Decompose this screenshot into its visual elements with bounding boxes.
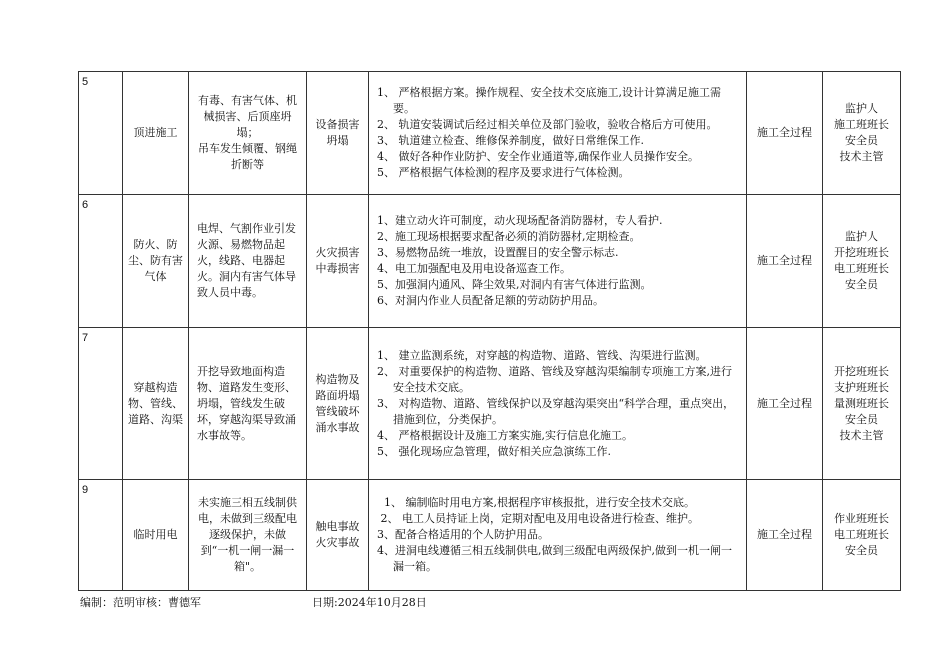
responsible-person: 监护人 — [845, 102, 878, 115]
measure-item: 2、 对重要保护的构造物、道路、管线及穿越沟渠编制专项施工方案,进行安全技术交底。 — [377, 364, 732, 394]
stage-cell: 施工全过程 — [747, 72, 823, 195]
accident-cell — [307, 195, 369, 328]
accident-text: 触电事故 火灾事故 — [315, 520, 360, 549]
measure-item: 4、 做好各种作业防护、安全作业通道等,确保作业人员操作安全。 — [377, 150, 699, 163]
measure-item: 1、 建立监测系统，对穿越的构造物、道路、管线、沟渠进行监测。 — [377, 348, 707, 362]
accident-cell: 构造物及路面坍塌管线破坏涌水事故 — [307, 328, 369, 480]
measures-list — [377, 495, 742, 575]
hazard-cell: 未实施三相五线制供电，未做到三级配电逐级保护，未做到“一机一闸一漏一箱"。 — [189, 480, 307, 591]
measure-item: 5、 严格根据气体检测的程序及要求进行气体检测。 — [377, 166, 630, 179]
responsible-person: 电工班班长 — [834, 528, 889, 541]
measure-item: 5、 强化现场应急管理，做好相关应急演练工作. — [377, 444, 611, 458]
responsible-person: 安全员 — [845, 134, 878, 147]
hazard-cell — [189, 72, 307, 195]
hazard-cell: 电焊、气割作业引发火源、易燃物品起火，线路、电器起火。洞内有害气体导致人员中毒。 — [189, 195, 307, 328]
stage-cell: 施工全过程 — [747, 195, 823, 328]
table-row — [79, 328, 901, 480]
responsible-person: 安全员 — [845, 544, 878, 557]
measure-item: 1、 编制临时用电方案,根据程序审核报批，进行安全技术交底。 — [377, 496, 695, 509]
table-row — [79, 480, 901, 591]
table-row — [79, 195, 901, 328]
responsible-person: 安全员 — [845, 412, 878, 426]
hazard-cell: 开挖导致地面构造物、道路发生变形、坍塌，管线发生破坏，穿越沟渠导致涌水事故等。 — [189, 328, 307, 480]
responsible-person: 开挖班班长 — [834, 364, 889, 378]
accident-cell — [307, 480, 369, 591]
responsible-person: 监护人 — [845, 230, 878, 243]
row-number: 7 — [79, 328, 123, 480]
row-number: 5 — [79, 72, 123, 195]
footer-date: 日期:2024年10月28日 — [312, 596, 427, 609]
responsible-person: 开挖班班长 — [834, 246, 889, 259]
measure-item: 3、易燃物品统一堆放，设置醒目的安全警示标志. — [377, 246, 619, 259]
measure-item: 2、 轨道安装调试后经过相关单位及部门验收，验收合格后方可使用。 — [377, 118, 718, 131]
accident-text: 火灾损害 中毒损害 — [315, 246, 360, 275]
responsible-cell — [823, 480, 901, 591]
responsible-person: 安全员 — [845, 278, 878, 291]
footer-signatures: 编制：范明审核：曹德军 — [80, 596, 201, 609]
measure-item: 1、 严格根据方案。操作规程、安全技术交底施工,设计计算满足施工需要。 — [377, 86, 721, 115]
measure-item: 6、对洞内作业人员配备足额的劳动防护用品。 — [377, 294, 604, 307]
measures-list — [377, 85, 742, 181]
responsible-person: 技术主管 — [839, 428, 884, 442]
accident-cell — [307, 72, 369, 195]
responsible-person: 量测班班长 — [834, 396, 889, 410]
table-row — [79, 72, 901, 195]
measure-item: 1、建立动火许可制度，动火现场配备消防器材，专人看护. — [377, 214, 663, 227]
responsible-person: 支护班班长 — [834, 380, 889, 394]
process-cell: 临时用电 — [123, 480, 189, 591]
hazard-table — [78, 71, 901, 591]
measure-item: 4、电工加强配电及用电设备巡查工作。 — [377, 262, 571, 275]
measures-list — [377, 213, 742, 309]
row-number: 9 — [79, 480, 123, 591]
responsible-cell — [823, 328, 901, 480]
measures-cell — [369, 72, 747, 195]
measure-item: 3、 轨道建立检查、维修保养制度，做好日常维保工作. — [377, 134, 644, 147]
measure-item: 2、施工现场根据要求配备必须的消防器材,定期检查。 — [377, 230, 641, 243]
measure-item: 4、进洞电线遵循三相五线制供电,做到三级配电两级保护,做到一机一闸一漏一箱。 — [377, 544, 732, 573]
measure-item: 5、加强洞内通风、降尘效果,对洞内有害气体进行监测。 — [377, 278, 652, 291]
responsible-cell — [823, 195, 901, 328]
process-cell: 穿越构造物、管线、道路、沟渠 — [123, 328, 189, 480]
measure-item: 4、 严格根据设计及施工方案实施,实行信息化施工。 — [377, 428, 633, 442]
measure-item: 3、配备合格适用的个人防护用品。 — [377, 528, 549, 541]
stage-cell: 施工全过程 — [747, 480, 823, 591]
responsible-person: 作业班班长 — [834, 512, 889, 525]
process-cell: 防火、防尘、防有害气体 — [123, 195, 189, 328]
responsible-person: 技术主管 — [839, 150, 884, 163]
responsible-cell — [823, 72, 901, 195]
hazard-text: 有毒、有害气体、机械损害、后顶座坍塌； 吊车发生倾覆、钢绳折断等 — [198, 94, 297, 171]
accident-text: 设备损害 坍塌 — [315, 118, 360, 147]
responsible-person: 施工班班长 — [834, 118, 889, 131]
measures-cell — [369, 195, 747, 328]
measures-cell — [369, 480, 747, 591]
measure-item: 2、 电工人员持证上岗，定期对配电及用电设备进行检查、维护。 — [377, 512, 699, 525]
process-cell: 顶进施工 — [123, 72, 189, 195]
responsible-person: 电工班班长 — [834, 262, 889, 275]
measures-list — [377, 348, 742, 460]
stage-cell: 施工全过程 — [747, 328, 823, 480]
row-number: 6 — [79, 195, 123, 328]
measure-item: 3、 对构造物、道路、管线保护以及穿越沟渠突出“科学合理，重点突出，措施到位，分类保护。 — [377, 396, 735, 426]
measures-cell — [369, 328, 747, 480]
